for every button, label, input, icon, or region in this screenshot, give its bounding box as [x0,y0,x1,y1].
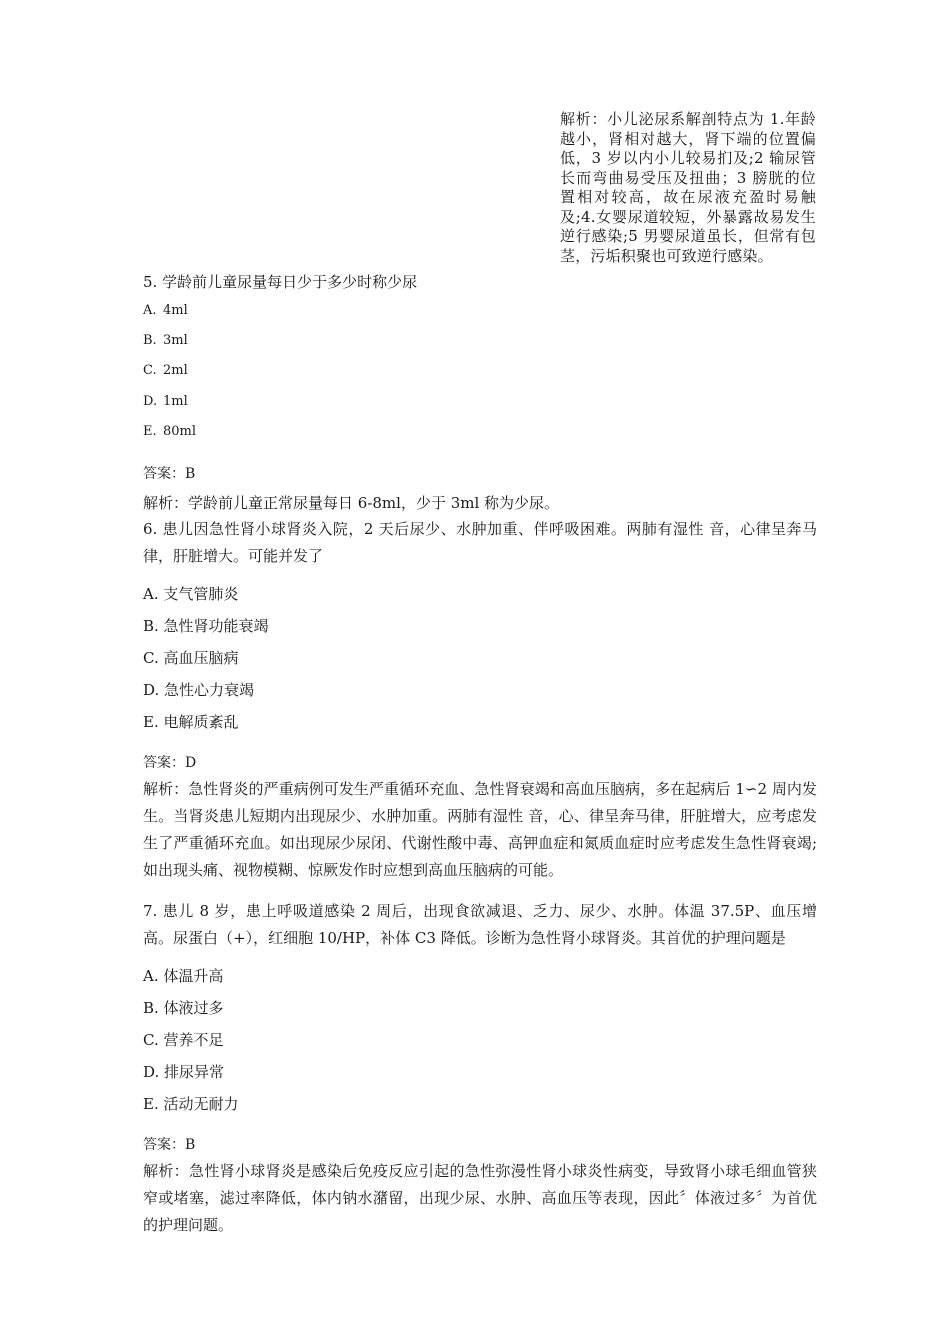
question-7: 7. 患儿 8 岁，患上呼吸道感染 2 周后，出现食欲减退、乏力、尿少、水肿。体温 37.5P、血压增高。尿蛋白（+），红细胞 10/HP，补体 C3 降低。诊断为急性肾小球肾炎。其首优的护理问题是 [143,902,817,947]
q7-explanation: 解析：急性肾小球肾炎是感染后免疫反应引起的急性弥漫性肾小球炎性病变，导致肾小球毛细血管狭窄或堵塞，滤过率降低，体内钠水潴留，出现少尿、水肿、高血压等表现，因此〞体液过多〞为首优的护理问题。 [143,1162,817,1234]
top-explanation: 解析：小儿泌尿系解剖特点为 1.年龄越小，肾相对越大，肾下端的位置偏低，3 岁以内小儿较易扪及;2 输尿管长而弯曲易受压及扭曲；3 膀胱的位置相对较高，故在尿液充盈时易触及;4.女婴尿道较短，外暴露故易发生逆行感染;5 男婴尿道虽长，但常有包茎，污垢积聚也可致逆行感染。 [560,110,816,265]
q5-option-b: B. 3ml [143,333,188,348]
q5-option-e: E. 80ml [143,424,197,439]
q5-explanation: 解析：学龄前儿童正常尿量每日 6-8ml，少于 3ml 称为少尿。 [143,494,560,512]
question-5: 5. 学龄前儿童尿量每日少于多少时称少尿 [143,273,418,291]
q7-option-a: A. 体温升高 [143,967,224,985]
q7-option-d: D. 排尿异常 [143,1063,225,1081]
q5-option-d: D. 1ml [143,394,188,409]
q5-answer: 答案：B [143,466,196,482]
q7-option-e: E. 活动无耐力 [143,1095,239,1113]
q7-answer: 答案：B [143,1137,196,1153]
q5-option-c: C. 2ml [143,363,188,378]
q6-answer: 答案：D [143,755,197,771]
question-6: 6. 患儿因急性肾小球肾炎入院，2 天后尿少、水肿加重、伴呼吸困难。两肺有湿性 音，心律呈奔马律，肝脏增大。可能并发了 [143,520,817,565]
q5-option-a: A. 4ml [143,303,188,318]
q6-explanation: 解析：急性肾炎的严重病例可发生严重循环充血、急性肾衰竭和高血压脑病，多在起病后 1∽2 周内发生。当肾炎患儿短期内出现尿少、水肿加重。两肺有湿性 音，心、律呈奔马律，肝脏增大，应考虑发生了严重循环充血。如出现尿少尿闭、代谢性酸中毒、高钾血症和氮质血症时应考虑发生急性肾衰竭;如出现头痛、视物模糊、惊厥发作时应想到高血压脑病的可能。 [143,780,817,879]
q7-option-b: B. 体液过多 [143,999,224,1017]
q6-option-c: C. 高血压脑病 [143,649,239,667]
q6-option-b: B. 急性肾功能衰竭 [143,617,269,635]
q7-option-c: C. 营养不足 [143,1031,224,1049]
q6-option-a: A. 支气管肺炎 [143,585,239,603]
q6-option-e: E. 电解质紊乱 [143,713,239,731]
q6-option-d: D. 急性心力衰竭 [143,681,255,699]
